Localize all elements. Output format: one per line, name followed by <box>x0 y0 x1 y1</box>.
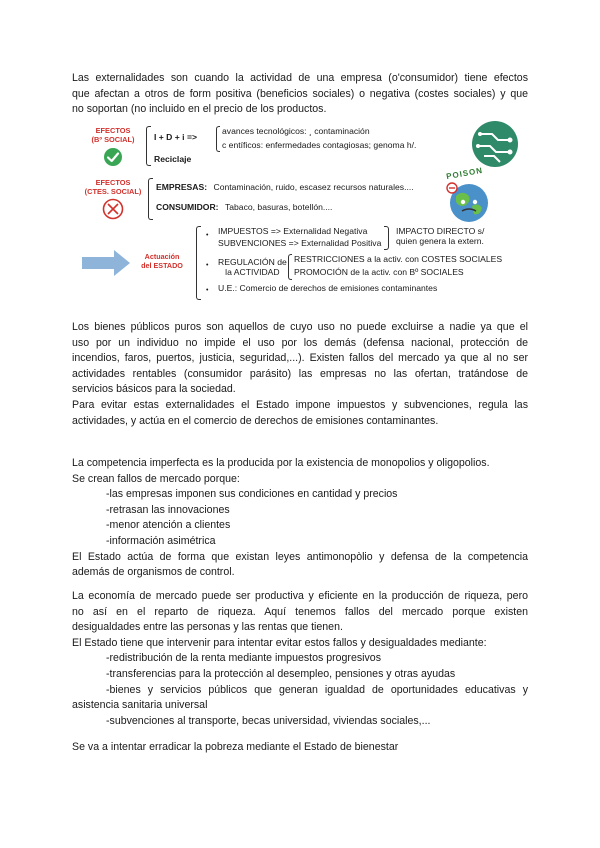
bracket <box>384 226 389 250</box>
restricciones-text: RESTRICCIONES a la activ. con COSTES SOCIALES <box>294 254 503 264</box>
consumidor-text: Tabaco, basuras, botellón.... <box>224 202 333 212</box>
text-line: que afectan a otros de form positiva (beneficios sociales) o negativa (costes sociales) y que <box>72 87 528 100</box>
empresas-label: EMPRESAS: <box>156 182 208 192</box>
text-line: El Estado actúa de forma que existan leyes antimonopòlio y defensa de la competencia <box>72 550 528 563</box>
list-item: -las empresas imponen sus condiciones en cantidad y precios <box>106 488 398 501</box>
bullet: • <box>206 262 209 269</box>
text-line: Se crean fallos de mercado porque: <box>72 472 240 485</box>
competencia-paragraph <box>72 456 528 581</box>
subvenciones-text: SUBVENCIONES => Externalidad Positiva <box>218 238 382 248</box>
list-item: -transferencias para la protección al desempleo, pensiones y otras ayudas <box>106 667 456 680</box>
cross-icon <box>102 198 124 220</box>
externalities-diagram <box>84 120 524 302</box>
efectos-social-label: EFECTOS (Bº SOCIAL) <box>91 126 135 144</box>
text-line: Los bienes públicos puros son aquellos de cuyo uso no puede excluirse a nadie ya que el <box>72 321 528 333</box>
bracket <box>146 126 151 166</box>
ue-text: U.E.: Comercio de derechos de emisiones contaminantes <box>218 283 438 293</box>
actuacion-label: Actuación del ESTADO <box>141 252 183 270</box>
text-line: La economía de mercado puede ser productiva y eficiente en la producción de riqueza, pero <box>72 590 528 602</box>
text-line: desigualdades entre las personas y las rentas que tienen. <box>72 621 343 634</box>
consumidor-row <box>156 202 332 213</box>
empresas-row <box>156 182 414 193</box>
bienes-paragraph <box>72 320 528 429</box>
bracket <box>196 226 201 300</box>
promocion-text: PROMOCIÓN de la activ. con Bº SOCIALES <box>294 267 464 277</box>
bracket <box>148 178 153 220</box>
consumidor-label: CONSUMIDOR: <box>156 202 219 212</box>
text-line: actividades rentables (consumidor parásito) las empresas no las ofertan, tratándose de <box>72 367 528 380</box>
list-item-continuation: asistencia sanitaria universal <box>72 699 208 712</box>
text-line: además de organismos de control. <box>72 566 235 579</box>
text-line: incendios, faros, puertos, justicia, seguridad,...). Existen fallos del mercado ya que al no ser <box>72 352 528 365</box>
cientificos-text: c entíficos: enfermedades contagiosas; genoma h/. <box>222 140 417 150</box>
circuit-logo-icon <box>470 120 520 168</box>
list-item: -subvenciones al transporte, becas universidad, viviendas sociales,... <box>106 714 431 727</box>
list-item: -información asimétrica <box>106 534 216 547</box>
efectos-costes-label: EFECTOS (CTES. SOCIAL) <box>84 178 142 196</box>
empresas-text: Contaminación, ruido, escasez recursos naturales.... <box>213 182 414 192</box>
text-line: no soportan (no incluido en el precio de los productos. <box>72 103 327 116</box>
text-line: Para evitar estas externalidades el Estado impone impuestos y subvenciones, regula las <box>72 398 528 411</box>
closing-paragraph <box>72 740 528 756</box>
economia-paragraph <box>72 589 528 729</box>
text-line: actividades, y actúa en el comercio de derechos de emisiones contaminantes. <box>72 414 439 427</box>
text-line: La competencia imperfecta es la producida por la existencia de monopolios y oligopolios. <box>72 457 490 469</box>
impacto-text: IMPACTO DIRECTO s/ quien genera la extern. <box>396 226 485 246</box>
list-item: -menor atención a clientes <box>106 519 231 532</box>
impuestos-text: IMPUESTOS => Externalidad Negativa <box>218 226 368 236</box>
text-line: Se va a intentar erradicar la pobreza mediante el Estado de bienestar <box>72 741 399 753</box>
text-line: servicios básicos para la sociedad. <box>72 383 236 396</box>
intro-paragraph <box>72 71 528 118</box>
text-line: no así en el reparto de riqueza. Aquí tenemos fallos del mercado porque existen <box>72 605 528 618</box>
poison-earth-icon <box>444 178 494 224</box>
poison-text: POISON <box>445 165 484 182</box>
list-item: -bienes y servicios públicos que generan igualdad de oportunidades educativas y <box>106 683 528 696</box>
arrow-icon <box>82 250 132 276</box>
bracket <box>288 254 292 280</box>
text-line: El Estado tiene que intervenir para intentar evitar estos fallos y desigualdades mediante: <box>72 636 487 649</box>
check-icon <box>103 147 123 167</box>
reciclaje-label: Reciclaje <box>154 154 192 164</box>
avances-text: avances tecnológicos: ¸ contaminación <box>222 126 370 136</box>
list-item: -retrasan las innovaciones <box>106 503 230 516</box>
text-line: uso por un individuo no impide el uso por los demás (defensa nacional, protección de <box>72 336 528 349</box>
text-line: Las externalidades son cuando la actividad de una empresa (o'consumidor) tiene efectos <box>72 72 528 84</box>
bullet: • <box>206 287 209 294</box>
bracket <box>216 126 220 152</box>
list-item: -redistribución de la renta mediante impuestos progresivos <box>106 652 381 665</box>
regulacion-text: REGULACIÓN de la ACTIVIDAD <box>218 257 287 277</box>
bullet: • <box>206 232 209 239</box>
idi-label: I + D + i => <box>154 132 197 142</box>
